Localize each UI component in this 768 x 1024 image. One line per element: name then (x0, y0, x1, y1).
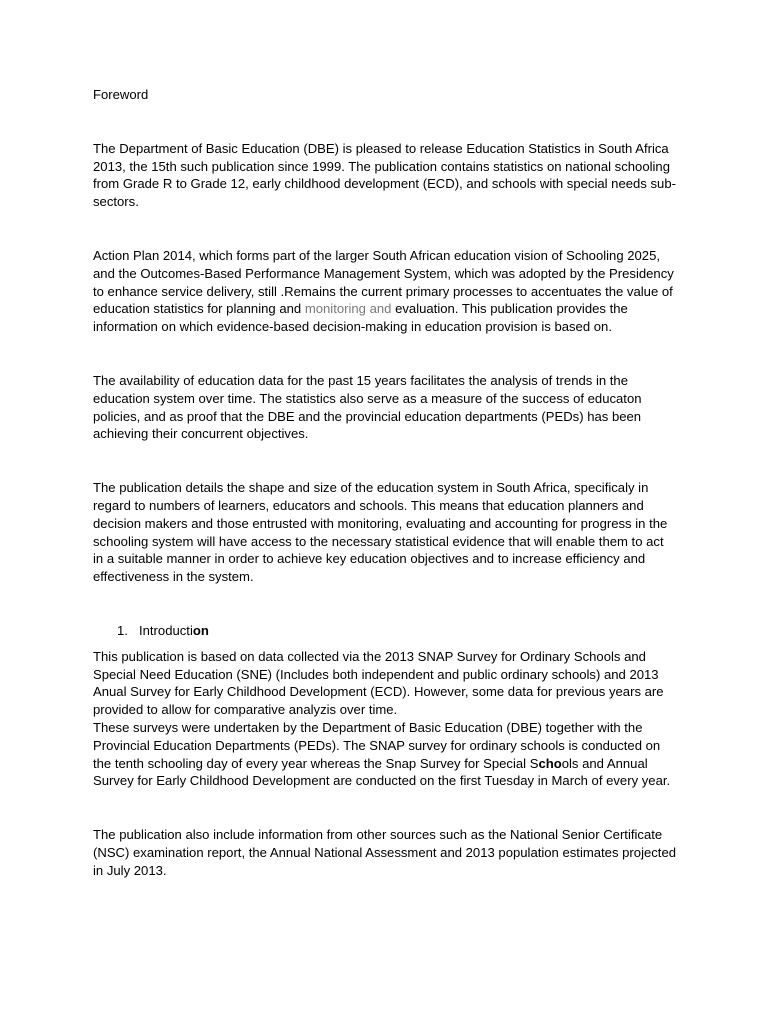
paragraph-action-plan-muted-text: monitoring and (304, 301, 392, 317)
paragraph-action-plan-text-b: evaluation. This publication provides the information on which evidence-based decision-making in education provision is based on. (93, 301, 628, 335)
section-title (139, 622, 209, 640)
paragraph-surveys (93, 719, 676, 790)
page-title: Foreword (93, 87, 149, 102)
section-title-part-b: on (192, 622, 209, 638)
paragraph-data-source: This publication is based on data collected via the 2013 SNAP Survey for Ordinary Schools and Special Need Education (SNE) (Includes both independent and public ordinary schools) and 2013 Anual Survey for Early Childhood Development (ECD). However, some data for previous years are provided to allow for comparative analyzis over time. (93, 648, 664, 718)
paragraph-release: The Department of Basic Education (DBE) is pleased to release Education Statistics in South Africa 2013, the 15th such publication since 1999. The publication contains statistics on national schooling from Grade R to Grade 12, early childhood development (ECD), and schools with special needs sub-sectors. (93, 140, 676, 210)
paragraph-publication-details: The publication details the shape and size of the education system in South Africa, specificaly in regard to numbers of learners, educators and schools. This means that education planners and decision makers and those entrusted with monitoring, evaluating and accounting for progress in the schooling system will have access to the necessary statistical evidence that will enable them to act in a suitable manner in order to achieve key education objectives and to increase efficiency and effectiveness in the system. (93, 480, 668, 585)
section-title-part-a: Introducti (139, 622, 193, 638)
paragraph-surveys-text-b: ols and Annual Survey for Early Childhood Development are conducted on the first Tuesday in March of every year. (93, 755, 671, 789)
paragraph-availability: The availability of education data for the past 15 years facilitates the analysis of trends in the education system over time. The statistics also serve as a measure of the success of educaton policies, and as proof that the DBE and the provincial education departments (PEDs) has been achieving their concurrent objectives. (93, 372, 642, 442)
paragraph-surveys-text-a: These surveys were undertaken by the Department of Basic Education (DBE) together with the Provincial Education Departments (PEDs). The SNAP survey for ordinary schools is conducted on the tenth schooling day of every year whereas the Snap Survey for Special S (93, 719, 661, 771)
paragraph-action-plan-text-a: Action Plan 2014, which forms part of the larger South African education vision of Schooling 2025, and the Outcomes-Based Performance Management System, which was adopted by the Presidency to enhance service delivery, still .Remains the current primary processes to accentuates the value of education statistics for planning and (93, 247, 674, 317)
paragraph-action-plan (93, 247, 676, 336)
section-heading-introduction (117, 622, 676, 640)
section-number: 1. (117, 622, 128, 638)
paragraph-surveys-bold-text: cho (538, 755, 562, 771)
paragraph-other-sources: The publication also include information from other sources such as the National Senior Certificate (NSC) examination report, the Annual National Assessment and 2013 population estimates projected in July 2013. (93, 827, 677, 878)
